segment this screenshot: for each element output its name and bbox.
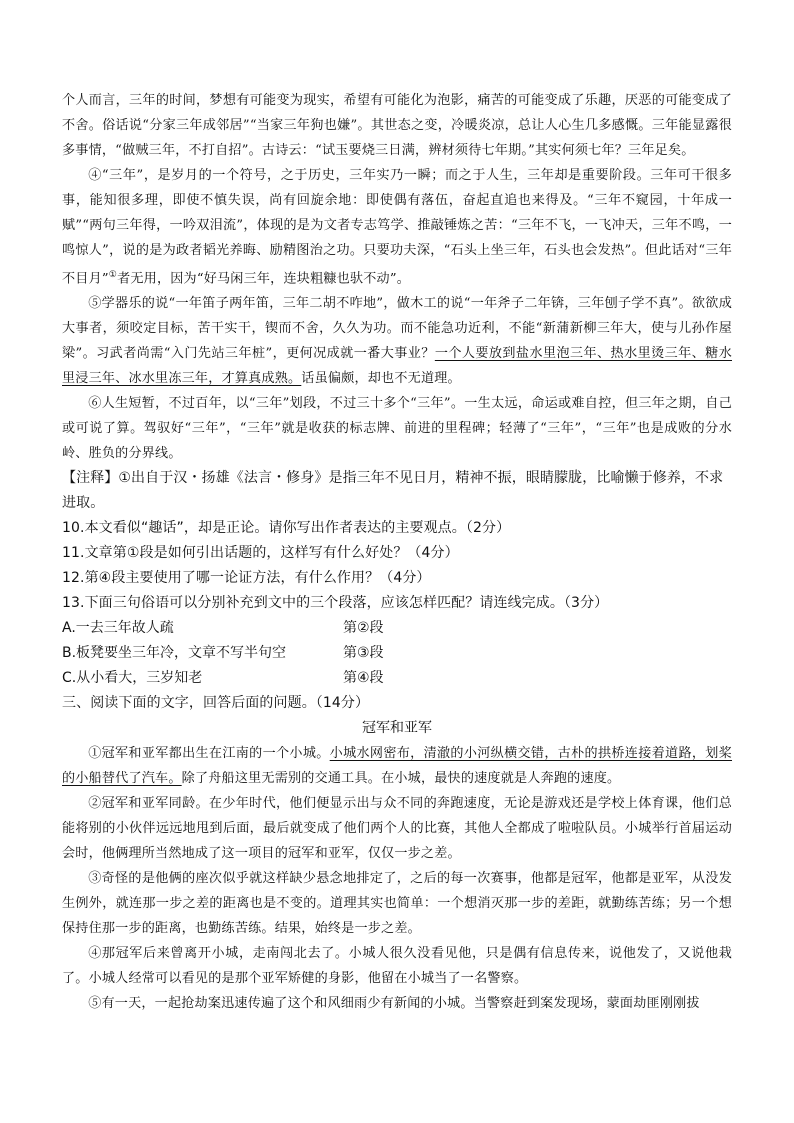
story-paragraph-1-text: ①冠军和亚军都出生在江南的一个小城。 [88,746,330,762]
story-paragraph-5: ⑤有一天，一起抢劫案迅速传遍了这个和风细雨少有新闻的小城。当警察赶到案发现场，蒙面劫匪刚刚拔 [88,996,700,1012]
story-paragraph-4: ④那冠军后来曾离开小城，走南闯北去了。小城人很久没看见他，只是偶有信息传来，说他发了，又说他栽了。小城人经常可以看见的是那个亚军矫健的身影，他留在小城当了一名警察。 [62,946,732,987]
annotation-text: ①出自于汉・扬雄《法言・修身》是指三年不见日月，精神不振，眼睛朦胧，比喻懒于修养，不求进取。 [62,470,724,512]
footnote-marker: ① [108,270,118,280]
annotation [62,466,732,516]
paragraph-6: ⑥人生短暂，不过百年，以“三年”划段，不过三十多个“三年”。一生太远，命运或难自控，但三年之期，自己或可说了算。驾驭好“三年”，“三年”就是收获的标志牌、前进的里程碑；轻薄了“三年”，“三年”也是成败的分水岭、胜负的分界线。 [62,396,732,462]
paragraph-4 [62,163,732,291]
match-right: 第②段 [343,620,384,637]
match-right: 第③段 [343,645,384,662]
match-left: C.从小看大，三岁知老 [62,670,203,687]
story-paragraph-1 [62,741,732,791]
paragraph-5-underlined: 一个人要放到盐水里泡三年、热水里烫三年、糖水里浸三年、冰水里冻三年，才算真成熟。 [62,346,732,387]
match-left: B.板凳要坐三年冷，文章不写半句空 [62,645,287,662]
paragraph-5 [62,291,732,391]
paragraph-5-end: 话虽偏颇，却也不无道理。 [301,371,461,387]
story-paragraph-3: ③奇怪的是他俩的座次似乎就这样缺少悬念地排定了，之后的每一次赛事，他都是冠军，他都是亚军，从没发生例外，就连那一步之差的距离也是不变的。道理其实也简单：一个想消灭那一步的差距，就勤练苦练；另一个想保持住那一步的距离，也勤练苦练。结果，始终是一步之差。 [62,871,732,937]
passage-title: 冠军和亚军 [362,720,432,737]
section-3-heading: 三、阅读下面的文字，回答后面的问题。（14分） [62,695,370,712]
question-10: 10.本文看似“趣话”，却是正论。请你写出作者表达的主要观点。（2分） [62,520,511,537]
question-11: 11.文章第①段是如何引出话题的，这样写有什么好处？（4分） [62,545,459,562]
annotation-label: 【注释】 [62,470,119,487]
paragraph-3-continued: 个人而言，三年的时间，梦想有可能变为现实，希望有可能化为泡影，痛苦的可能变成了乐趣，厌恶的可能变成了不舍。俗话说“分家三年成邻居”“当家三年狗也嫌”。其世态之变，冷暖炎凉，总让人心生几多感慨。三年能显露很多事情，“做贼三年，不打自招”。古诗云：“试玉要烧三日满，辨材须待七年期。”其实何须七年？三年足矣。 [62,93,732,158]
question-12: 12.第④段主要使用了哪一论证方法，有什么作用？（4分） [62,570,431,587]
match-row [62,641,732,666]
story-paragraph-2: ②冠军和亚军同龄。在少年时代，他们便显示出与众不同的奔跑速度，无论是游戏还是学校上体育课，他们总能将别的小伙伴远远地甩到后面，最后就变成了他们两个人的比赛，其他人全都成了啦啦队员。小城举行首届运动会时，他俩理所当然地成了这一项目的冠军和亚军，仅仅一步之差。 [62,796,732,862]
story-paragraph-1-end: 除了舟船这里无需别的交通工具。在小城，最快的速度就是人奔跑的速度。 [181,771,621,787]
paragraph-4-text: ④“三年”，是岁月的一个符号，之于历史，三年实乃一瞬；而之于人生，三年却是重要阶段。三年可干很多事，能知很多理，即使不慎失误，尚有回旋余地：即使偶有落伍，奋起直追也来得及。“三年不窥园，十年成一赋”“两句三年得，一吟双泪流”，体现的是为文者专志笃学、推敲锤炼之苦：“三年不飞，一飞冲天，三年不鸣，一鸣惊人”，说的是为政者韬光养晦、励精图治之功。只要功夫深，“石头上坐三年，石头也会发热”。但此话对“三年不目月” [62,168,732,287]
paragraph-5-text: ⑤学器乐的说“一年笛子两年笛，三年二胡不咋地”，做木工的说“一年斧子二年锛，三年刨子学不真”。欲欲成大事者，须咬定目标，苦干实干，锲而不舍，久久为功。而不能急功近利，不能“新蒲新柳三年大，使与儿孙作屋梁”。习武者尚需“入门先站三年桩”，更何况成就一番大事业？ [62,296,732,362]
question-13: 13.下面三句俗语可以分别补充到文中的三个段落，应该怎样匹配？请连线完成。（3分） [62,595,609,612]
match-right: 第④段 [343,670,384,687]
story-paragraph-1-underlined: 小城水网密布，清澈的小河纵横交错，古朴的拱桥连接着道路，划桨的小船替代了汽车。 [62,746,733,787]
paragraph-4-end: 者无用，因为“好马闲三年，连块粗糠也驮不动”。 [117,271,411,287]
match-row [62,616,732,641]
match-left: A.一去三年故人疏 [62,620,174,637]
match-row [62,666,732,691]
